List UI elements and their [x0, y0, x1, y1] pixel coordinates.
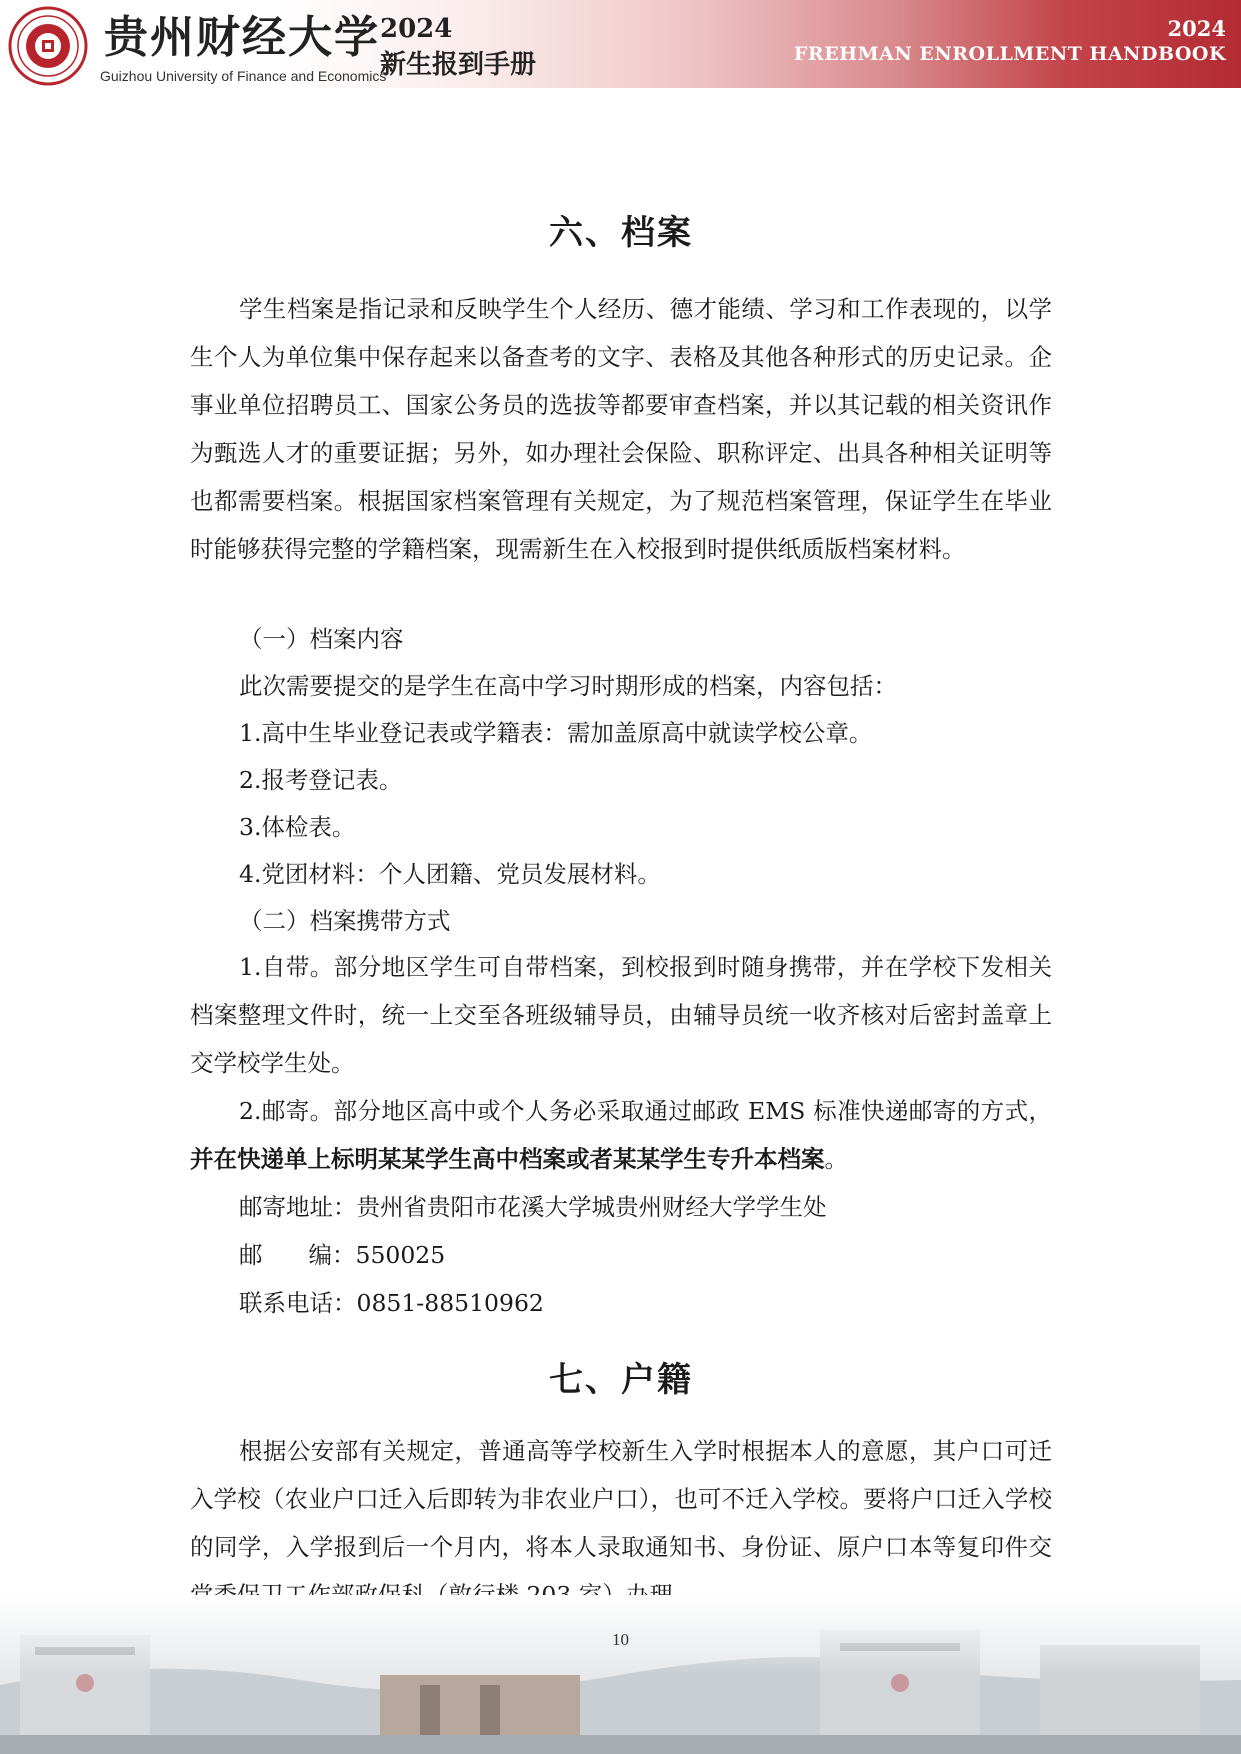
postcode-value: 550025 [355, 1241, 446, 1269]
section-title-archives: 六、档案 [549, 213, 693, 253]
self-carry-paragraph: 1.自带。部分地区学生可自带档案，到校报到时随身携带，并在学校下发相关档案整理文件时，统一上交至各班级辅导员，由辅导员统一收齐核对后密封盖章上交学校学生处。 [190, 953, 1052, 1077]
list-item: 4.党团材料：个人团籍、党员发展材料。 [239, 860, 661, 888]
mail-paragraph [190, 1087, 1052, 1183]
handbook-title: 新生报到手册 [380, 50, 537, 80]
campus-buildings-image [0, 1595, 1241, 1754]
section-title-household: 七、户籍 [549, 1360, 693, 1400]
postcode-label-b: 编： [308, 1241, 356, 1269]
handbook-year: 2024 [380, 14, 453, 44]
archives-intro-paragraph: 学生档案是指记录和反映学生个人经历、德才能绩、学习和工作表现的，以学生个人为单位集中保存起来以备查考的文字、表格及其他各种形式的历史记录。企事业单位招聘员工、国家公务员的选拔等都要审查档案，并以其记载的相关资讯作为甄选人才的重要证据；另外，如办理社会保险、职称评定、出具各种相关证明等也都需要档案。根据国家档案管理有关规定，为了规范档案管理，保证学生在毕业时能够获得完整的学籍档案，现需新生在入校报到时提供纸质版档案材料。 [190, 295, 1052, 563]
archives-content-intro: 此次需要提交的是学生在高中学习时期形成的档案，内容包括： [239, 672, 897, 700]
university-seal-logo [6, 4, 90, 88]
household-paragraph: 根据公安部有关规定，普通高等学校新生入学时根据本人的意愿，其户口可迁入学校（农业户口迁入后即转为非农业户口），也可不迁入学校。要将户口迁入学校的同学，入学报到后一个月内，将本人录取通知书、身份证、原户口本等复印件交 [190, 1437, 1052, 1561]
list-item: 2.报考登记表。 [239, 766, 403, 794]
postcode-label-a: 邮 [239, 1241, 263, 1269]
postcode [239, 1231, 445, 1279]
header-right-title: FREHMAN ENROLLMENT HANDBOOK [793, 43, 1226, 65]
list-item: 1.高中生毕业登记表或学籍表：需加盖原高中就读学校公章。 [239, 719, 873, 747]
list-item: 3.体检表。 [239, 813, 356, 841]
page-header [0, 0, 1241, 88]
university-name-calligraphy: 贵州财经大学 [104, 12, 380, 63]
header-right-year: 2024 [1167, 16, 1226, 41]
contact-phone [239, 1279, 544, 1327]
archives-carry-heading: （二）档案携带方式 [239, 907, 451, 935]
mail-emphasis: 并在快递单上标明某某学生高中档案或者某某学生专升本档案 [190, 1145, 825, 1173]
mailing-address [239, 1183, 827, 1231]
address-label: 邮寄地址： [239, 1193, 357, 1221]
phone-label: 联系电话： [239, 1289, 357, 1317]
page-number: 10 [612, 1630, 629, 1649]
archives-content-heading: （一）档案内容 [239, 625, 404, 653]
mail-text: 2.邮寄。部分地区高中或个人务必采取通过邮政 EMS 标准快递邮寄的方式， [239, 1097, 1052, 1125]
mail-text-end: 。 [824, 1145, 848, 1173]
university-name-english: Guizhou University of Finance and Economics [100, 68, 387, 84]
address-value: 贵州省贵阳市花溪大学城贵州财经大学学生处 [356, 1193, 827, 1221]
phone-value: 0851-88510962 [356, 1289, 544, 1317]
